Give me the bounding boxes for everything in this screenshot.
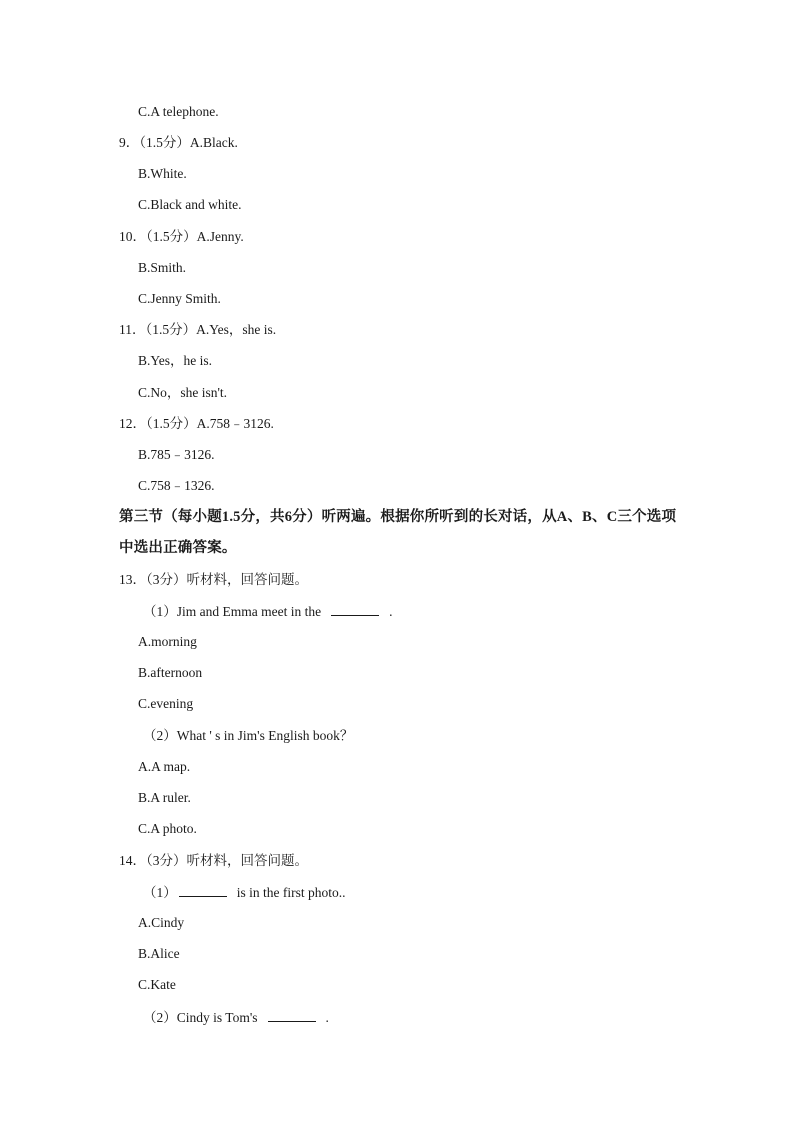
question-14-1-text: is in the first photo.. — [236, 885, 346, 900]
option-10b: B.Smith. — [138, 260, 187, 275]
answer-blank — [268, 1009, 316, 1022]
option-13-1c: C.evening — [138, 696, 194, 711]
option-10c: C.Jenny Smith. — [138, 291, 221, 306]
option-8c: C.A telephone. — [138, 104, 219, 119]
option-13-2c: C.A photo. — [138, 821, 197, 836]
question-14-2 — [143, 1009, 329, 1026]
option-12b: B.785﹣3126. — [138, 447, 215, 462]
question-14-2-text: （2）Cindy is Tom's — [143, 1010, 258, 1025]
option-14-1c: C.Kate — [138, 977, 176, 992]
section-heading-continued: 中选出正确答案。 — [119, 540, 237, 556]
option-11c: C.No，she isn't. — [138, 385, 228, 400]
answer-blank — [179, 884, 227, 897]
option-14-1b: B.Alice — [138, 946, 180, 961]
option-13-1a: A.morning — [138, 634, 197, 649]
question-14-1 — [143, 884, 346, 901]
question-9: 9．（1.5分）A.Black. — [119, 135, 238, 150]
question-14-1-prefix: （1） — [143, 885, 177, 900]
question-11: 11．（1.5分）A.Yes，she is. — [119, 322, 277, 337]
option-13-2a: A.A map. — [138, 759, 191, 774]
answer-blank — [331, 603, 379, 616]
option-14-1a: A.Cindy — [138, 915, 185, 930]
option-13-1b: B.afternoon — [138, 665, 203, 680]
option-9b: B.White. — [138, 166, 187, 181]
option-11b: B.Yes，he is. — [138, 353, 213, 368]
section-heading: 第三节（每小题1.5分，共6分）听两遍。根据你所听到的长对话，从A、B、C三个选项 — [119, 509, 677, 525]
option-13-2b: B.A ruler. — [138, 790, 191, 805]
question-13-1-end: . — [389, 604, 393, 619]
option-12c: C.758﹣1326. — [138, 478, 215, 493]
question-12: 12．（1.5分）A.758﹣3126. — [119, 416, 274, 431]
option-9c: C.Black and white. — [138, 197, 242, 212]
question-13-2: （2）What ' s in Jim's English book？ — [143, 728, 354, 743]
question-14: 14．（3分）听材料，回答问题。 — [119, 853, 308, 868]
question-10: 10．（1.5分）A.Jenny. — [119, 229, 244, 244]
question-13: 13．（3分）听材料，回答问题。 — [119, 572, 308, 587]
question-14-2-end: . — [325, 1010, 329, 1025]
question-13-1 — [143, 603, 392, 620]
question-13-1-text: （1）Jim and Emma meet in the — [143, 604, 322, 619]
